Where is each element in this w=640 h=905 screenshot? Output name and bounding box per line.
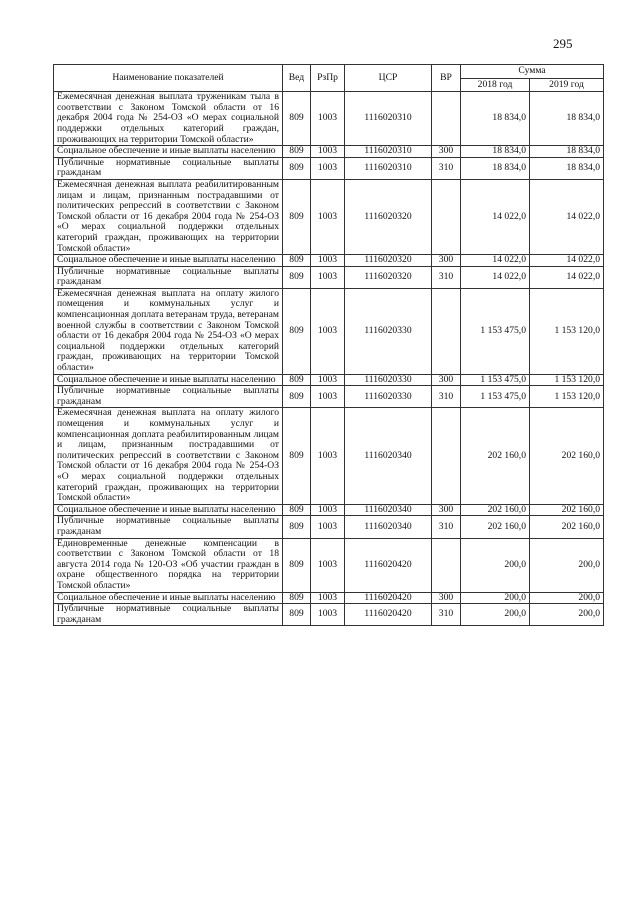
cell-name: Публичные нормативные социальные выплаты гражданам (54, 386, 283, 408)
cell-sum-2018: 18 834,0 (461, 92, 530, 146)
cell-vr (432, 179, 461, 254)
cell-rzpr: 1003 (311, 516, 345, 538)
cell-rzpr: 1003 (311, 386, 345, 408)
cell-sum-2018: 202 160,0 (461, 516, 530, 538)
cell-name: Ежемесячная денежная выплата на оплату жилого помещения и коммунальных услуг и компенсационная доплата ветеранам труда, ветеранам военной службы в соответствии с Законом Томской области от 16 декабря 2004 года № 254-ОЗ «О мерах социальной поддержки отдельных категорий граждан, проживающих на территории Томской области» (54, 288, 283, 374)
cell-vr: 300 (432, 592, 461, 604)
cell-ved: 809 (283, 386, 311, 408)
cell-sum-2018: 14 022,0 (461, 266, 530, 288)
cell-sum-2019: 202 160,0 (530, 516, 604, 538)
table-row (54, 255, 604, 267)
table-row (54, 386, 604, 408)
cell-sum-2019: 18 834,0 (530, 146, 604, 158)
table-row (54, 266, 604, 288)
cell-name: Социальное обеспечение и иные выплаты населению (54, 255, 283, 267)
cell-sum-2019: 200,0 (530, 592, 604, 604)
cell-sum-2019: 14 022,0 (530, 179, 604, 254)
cell-sum-2019: 1 153 120,0 (530, 288, 604, 374)
cell-vr: 310 (432, 157, 461, 179)
cell-sum-2018: 1 153 475,0 (461, 386, 530, 408)
cell-sum-2019: 14 022,0 (530, 266, 604, 288)
cell-rzpr: 1003 (311, 157, 345, 179)
cell-ved: 809 (283, 538, 311, 592)
cell-ved: 809 (283, 504, 311, 516)
cell-rzpr: 1003 (311, 374, 345, 386)
cell-csr: 1116020310 (345, 92, 432, 146)
cell-vr: 300 (432, 255, 461, 267)
cell-vr (432, 288, 461, 374)
table-row (54, 592, 604, 604)
cell-sum-2018: 200,0 (461, 604, 530, 626)
cell-sum-2019: 202 160,0 (530, 408, 604, 504)
table-row (54, 504, 604, 516)
cell-csr: 1116020340 (345, 516, 432, 538)
cell-sum-2018: 202 160,0 (461, 504, 530, 516)
cell-ved: 809 (283, 516, 311, 538)
cell-sum-2019: 200,0 (530, 538, 604, 592)
cell-name: Ежемесячная денежная выплата на оплату жилого помещения и коммунальных услуг и компенсационная доплата реабилитированным лицам и лицам, признанным пострадавшими от политических репрессий в соответствии с Законом Томской области от 16 декабря 2004 года № 254-ОЗ «О мерах социальной поддержки отдельных категорий граждан, проживающих на территории Томской области» (54, 408, 283, 504)
cell-csr: 1116020320 (345, 179, 432, 254)
cell-csr: 1116020330 (345, 374, 432, 386)
cell-rzpr: 1003 (311, 538, 345, 592)
cell-vr: 300 (432, 146, 461, 158)
table-row (54, 604, 604, 626)
cell-rzpr: 1003 (311, 504, 345, 516)
cell-name: Социальное обеспечение и иные выплаты населению (54, 146, 283, 158)
cell-sum-2018: 1 153 475,0 (461, 374, 530, 386)
header-name: Наименование показателей (54, 65, 283, 92)
cell-ved: 809 (283, 592, 311, 604)
table-row (54, 408, 604, 504)
table-row (54, 374, 604, 386)
cell-sum-2018: 14 022,0 (461, 255, 530, 267)
table-row (54, 288, 604, 374)
cell-name: Публичные нормативные социальные выплаты гражданам (54, 157, 283, 179)
cell-rzpr: 1003 (311, 179, 345, 254)
cell-csr: 1116020420 (345, 592, 432, 604)
cell-name: Ежемесячная денежная выплата труженикам тыла в соответствии с Законом Томской области от 16 декабря 2004 года № 254-ОЗ «О мерах социальной поддержки отдельных категорий граждан, проживающих на территории Томской области» (54, 92, 283, 146)
cell-vr: 310 (432, 266, 461, 288)
budget-table (53, 64, 604, 626)
cell-csr: 1116020420 (345, 538, 432, 592)
table-body (54, 92, 604, 626)
cell-ved: 809 (283, 92, 311, 146)
cell-rzpr: 1003 (311, 288, 345, 374)
cell-ved: 809 (283, 146, 311, 158)
cell-sum-2019: 14 022,0 (530, 255, 604, 267)
cell-csr: 1116020310 (345, 157, 432, 179)
table-row (54, 516, 604, 538)
cell-ved: 809 (283, 255, 311, 267)
cell-name: Публичные нормативные социальные выплаты гражданам (54, 516, 283, 538)
cell-name: Публичные нормативные социальные выплаты гражданам (54, 266, 283, 288)
cell-rzpr: 1003 (311, 592, 345, 604)
cell-sum-2018: 18 834,0 (461, 157, 530, 179)
page-number: 295 (553, 36, 573, 51)
cell-rzpr: 1003 (311, 92, 345, 146)
cell-csr: 1116020340 (345, 504, 432, 516)
cell-vr: 300 (432, 374, 461, 386)
cell-sum-2018: 200,0 (461, 592, 530, 604)
cell-rzpr: 1003 (311, 255, 345, 267)
cell-vr: 300 (432, 504, 461, 516)
cell-name: Социальное обеспечение и иные выплаты населению (54, 374, 283, 386)
cell-csr: 1116020330 (345, 288, 432, 374)
table-row (54, 157, 604, 179)
cell-ved: 809 (283, 179, 311, 254)
cell-name: Социальное обеспечение и иные выплаты населению (54, 504, 283, 516)
cell-csr: 1116020340 (345, 408, 432, 504)
cell-csr: 1116020420 (345, 604, 432, 626)
header-csr: ЦСР (345, 65, 432, 92)
cell-rzpr: 1003 (311, 408, 345, 504)
cell-sum-2018: 14 022,0 (461, 179, 530, 254)
cell-ved: 809 (283, 266, 311, 288)
header-rzpr: РзПр (311, 65, 345, 92)
cell-vr (432, 538, 461, 592)
header-sum: Сумма (461, 65, 604, 79)
cell-csr: 1116020310 (345, 146, 432, 158)
cell-sum-2019: 1 153 120,0 (530, 386, 604, 408)
cell-sum-2019: 18 834,0 (530, 92, 604, 146)
cell-rzpr: 1003 (311, 266, 345, 288)
cell-name: Единовременные денежные компенсации в соответствии с Законом Томской области от 18 августа 2014 года № 120-ОЗ «Об участии граждан в охране общественного порядка на территории Томской области» (54, 538, 283, 592)
cell-sum-2019: 202 160,0 (530, 504, 604, 516)
cell-sum-2018: 202 160,0 (461, 408, 530, 504)
cell-vr: 310 (432, 604, 461, 626)
cell-sum-2018: 1 153 475,0 (461, 288, 530, 374)
cell-sum-2019: 18 834,0 (530, 157, 604, 179)
table-row (54, 179, 604, 254)
header-ved: Вед (283, 65, 311, 92)
cell-name: Социальное обеспечение и иные выплаты населению (54, 592, 283, 604)
cell-rzpr: 1003 (311, 146, 345, 158)
cell-ved: 809 (283, 408, 311, 504)
header-year-2018: 2018 год (461, 78, 530, 92)
cell-name: Ежемесячная денежная выплата реабилитированным лицам и лицам, признанным пострадавшими от политических репрессий в соответствии с Законом Томской области от 16 декабря 2004 года № 254-ОЗ «О мерах социальной поддержки отдельных категорий граждан, проживающих на территории Томской области» (54, 179, 283, 254)
cell-vr: 310 (432, 516, 461, 538)
cell-ved: 809 (283, 374, 311, 386)
cell-name: Публичные нормативные социальные выплаты гражданам (54, 604, 283, 626)
cell-vr: 310 (432, 386, 461, 408)
header-row (54, 65, 604, 79)
table-row (54, 92, 604, 146)
header-year-2019: 2019 год (530, 78, 604, 92)
table-row (54, 146, 604, 158)
cell-vr (432, 92, 461, 146)
cell-ved: 809 (283, 288, 311, 374)
cell-vr (432, 408, 461, 504)
cell-sum-2018: 200,0 (461, 538, 530, 592)
cell-sum-2019: 200,0 (530, 604, 604, 626)
cell-sum-2019: 1 153 120,0 (530, 374, 604, 386)
cell-ved: 809 (283, 604, 311, 626)
cell-ved: 809 (283, 157, 311, 179)
cell-csr: 1116020330 (345, 386, 432, 408)
table-row (54, 538, 604, 592)
cell-csr: 1116020320 (345, 255, 432, 267)
header-vr: ВР (432, 65, 461, 92)
cell-sum-2018: 18 834,0 (461, 146, 530, 158)
cell-rzpr: 1003 (311, 604, 345, 626)
cell-csr: 1116020320 (345, 266, 432, 288)
